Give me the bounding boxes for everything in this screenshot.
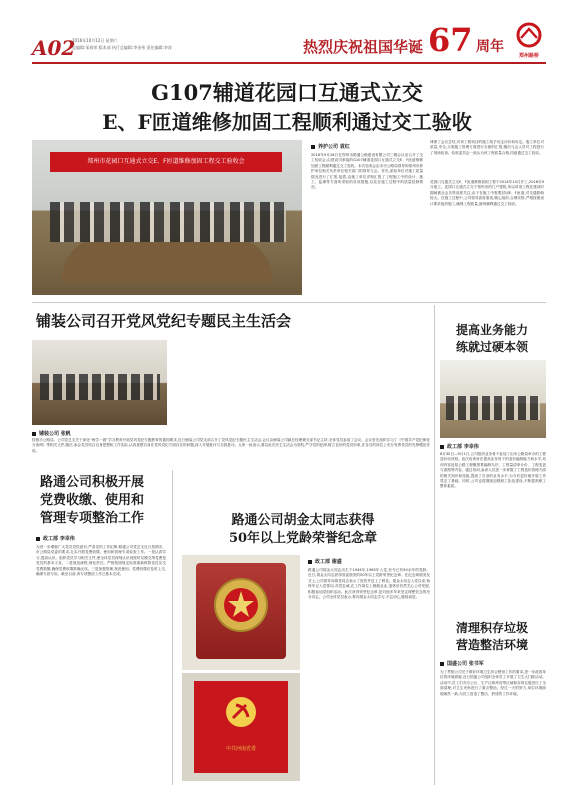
main-byline-text: 养护公司 袁红 [318, 144, 350, 150]
main-photo [32, 140, 302, 295]
side2-headline-line2: 营造整洁环境 [455, 638, 528, 652]
side2-body: 为了贯彻公司关于做好环境卫生综合整治工作的要求,进一步改善单位的环境面貌,近日国盛公司组织全体员工开展了卫生大扫除活动。活动中,员工们对办公区、生产区和库房等区域积存的垃圾进行了全面清理,对卫生死角进行了重点整治。经过一天的努力,单位环境面貌焕然一新,为员工营造了整洁、舒适的工作环境。 [440, 670, 546, 696]
jiceng-headline-line3: 管理专项整治工作 [40, 511, 145, 526]
medal-caption: 中共河南省委 [225, 746, 256, 752]
hu-body: 路通公司胡金太同志出生于1944年,1965年入党,至今已有50余年的党龄。近日,胡金太同志获得省委颁发的50年以上党龄荣誉纪念章。在纪念章颁发仪式上,公司领导向胡老同志表示了祝贺并送上了鲜花。胡金太同志入党以来,始终牢记入党誓词,对党忠诚,在工作岗位上兢兢业业,退休后仍然关心公司发展,积极参加党组织活动。此次获得荣誉纪念章,是对他多年来坚定理想信念的充分肯定。公司全体党员表示,要向胡金太同志学习,不忘初心,继续前进。 [308, 568, 430, 600]
header-meta-line1: 2016年10月12日 星期六 [72, 38, 118, 43]
certificate-photo [182, 673, 300, 781]
jiceng-byline-text: 政工部 李幸伟 [43, 536, 75, 542]
dangfeng-byline-text: 铺装公司 张帆 [39, 431, 71, 437]
side2-byline-text: 国盛公司 张书军 [447, 661, 484, 667]
theme-title: 热烈庆祝祖国华诞 [303, 38, 424, 56]
main-body-col1: 2016年9月28日在郑州市路通公路建设有限公司三楼会议室召开了交工验收会,由建设司承接的G107辅道花园口互通式立交E、F匝道维修加固工程顺利通过交工验收。本次验收会由市市公路局领导和郑州市养护单位相关负责单位相关部门的领导与会。首先,质检单位对施工质量情况进行了汇报,接着,由施工单位详细汇报了工程施工中的设计、施工、监理等方面所采取的各项措施,以及在施工过程中的质量控制情况。 [311, 153, 423, 190]
page-label: A02 [32, 36, 76, 60]
photo-table [62, 238, 272, 283]
jiceng-byline [36, 535, 75, 542]
party-emblem-icon [224, 695, 258, 729]
hu-byline-text: 政工部 谢盛 [315, 559, 342, 565]
side1-headline-line1: 提高业务能力 [455, 323, 528, 337]
dangfeng-photo-people [40, 374, 160, 400]
photo-banner: 郑州市花园口互通式立交E、F匝道维修加固工程交工验收会 [50, 152, 282, 172]
logo-text: 郑州路桥 [518, 53, 539, 59]
jiceng-headline-line2: 党费收缴、使用和 [40, 493, 145, 508]
hu-headline-line1: 路通公司胡金太同志获得 [231, 513, 375, 528]
side2-byline [440, 660, 484, 667]
side1-body: 8月30日—9月1日,公司组织业务骨干参加了由市公路局举办的工程造价培训班。此次培训旨在提高业务骨干的造价编制能力和水平,培训内容包括公路工程概预算编制办法、工程量清单计价、工程变更与索赔等内容。通过培训,参训人员进一步掌握了工程造价管理方面的相关知识和技能,提高了自身的业务水平,为今后更好地开展工作奠定了基础。同时,公司也将继续加强职工队伍建设,不断提高职工整体素质。 [440, 452, 546, 489]
main-headline-line2: E、F匝道维修加固工程顺利通过交工验收 [102, 110, 472, 134]
logo [514, 22, 544, 60]
hu-byline [308, 558, 342, 565]
side1-photo-people [446, 396, 540, 420]
side1-headline-line2: 练就过硬本领 [455, 340, 528, 354]
anniversary-suffix: 周年 [476, 39, 504, 55]
medal-icon [211, 575, 271, 635]
dangfeng-headline: 铺装公司召开党风党纪专题民主生活会 [36, 312, 292, 330]
vertical-divider-2 [172, 470, 173, 785]
dangfeng-body: 按照市公路局、公司党总支关于深化“两学一做”学习教育开展党风党纪专题教育的通知要求,近日铺装公司党支部召开了党风党纪专题民主生活会,会议由铺装公司副总经理兼支部书记主持,全体党员参加了会议。会议首先组织学习了《中国共产党纪律处分条例》等相关文件,随后,参会党员结合自身思想和工作实际,认真查摆自身在党风党纪方面存在的问题,深入开展批评与自我批评。大家一致表示,要以此次民主生活会为契机,严守党的纪律,树立良好的党员形象,在各自的岗位上充分发挥党员的先锋模范作用。 [32, 438, 430, 453]
medal-photo [182, 555, 300, 670]
dangfeng-photo [32, 340, 167, 425]
jiceng-body: 为进一步增强广大党员党性意识,严肃党的工作纪律,路通公司党总支近日按照市、市公路局党委的要求,扎实开展党费收缴、使用和管理专项检查工作。一是认真学习,提高认识。组织党员学习相关文件,使全体党员深刻认识到按时足额交纳党费是党员的基本义务。二是规范流程,细化责任。严格按照规定标准重新核算党员应交党费数额,确保党费收缴准确无误。三是加强管理,规范使用。党费收缴后及时上交,确保专款专用。截至目前,该专项整治工作已基本完成。 [36, 545, 166, 577]
side1-photo [440, 360, 546, 438]
vertical-divider [434, 305, 435, 785]
anniversary-number: 67 [428, 21, 473, 59]
header-rule [32, 62, 546, 64]
side1-byline [440, 443, 479, 450]
hu-headline-line2: 50年以上党龄荣誉纪念章 [228, 531, 378, 546]
header-meta-line2: 总编辑:邹春荣 版本部 执行总编辑:李金伟 责任编辑:李涛 [72, 45, 172, 50]
main-headline-line1: G107辅道花园口互通式立交 [151, 80, 423, 105]
photo-people [50, 202, 286, 242]
main-byline [311, 143, 350, 150]
side2-headline-line1: 清理积存垃圾 [455, 621, 528, 635]
main-body-col2: 律保了会议总结,对该工程项目的施工给予肯定评价和肯定。施工单位对质量,安全,文明施工管理方面进行全面的汇报,随后与会人员对工程进行了现场检查。验收委员会一致认为该工程质量合格,同意通过交工验收。 [430, 140, 544, 155]
side1-byline-text: 政工部 李幸伟 [447, 444, 479, 450]
jiceng-headline-line1: 路通公司积极开展 [40, 475, 145, 490]
divider [32, 302, 546, 303]
dangfeng-byline [32, 430, 71, 437]
main-body-col3: 花园口互通式立交E、F匝道维修加固工程于2014年10月开工,2016年9月竣工。花园口互通式立交于郑州市的门户建筑,所以该项工程在建设时期就被社会各界高度关注,由于在施工中需要封闭E、F匝道,对交通影响较大。在施工过程中,公司领导高度重视,精心组织,合理安排,严格按照设计要求组织施工,确保工程质量,最终顺利通过交工验收。 [430, 180, 544, 206]
logo-icon [514, 22, 544, 48]
